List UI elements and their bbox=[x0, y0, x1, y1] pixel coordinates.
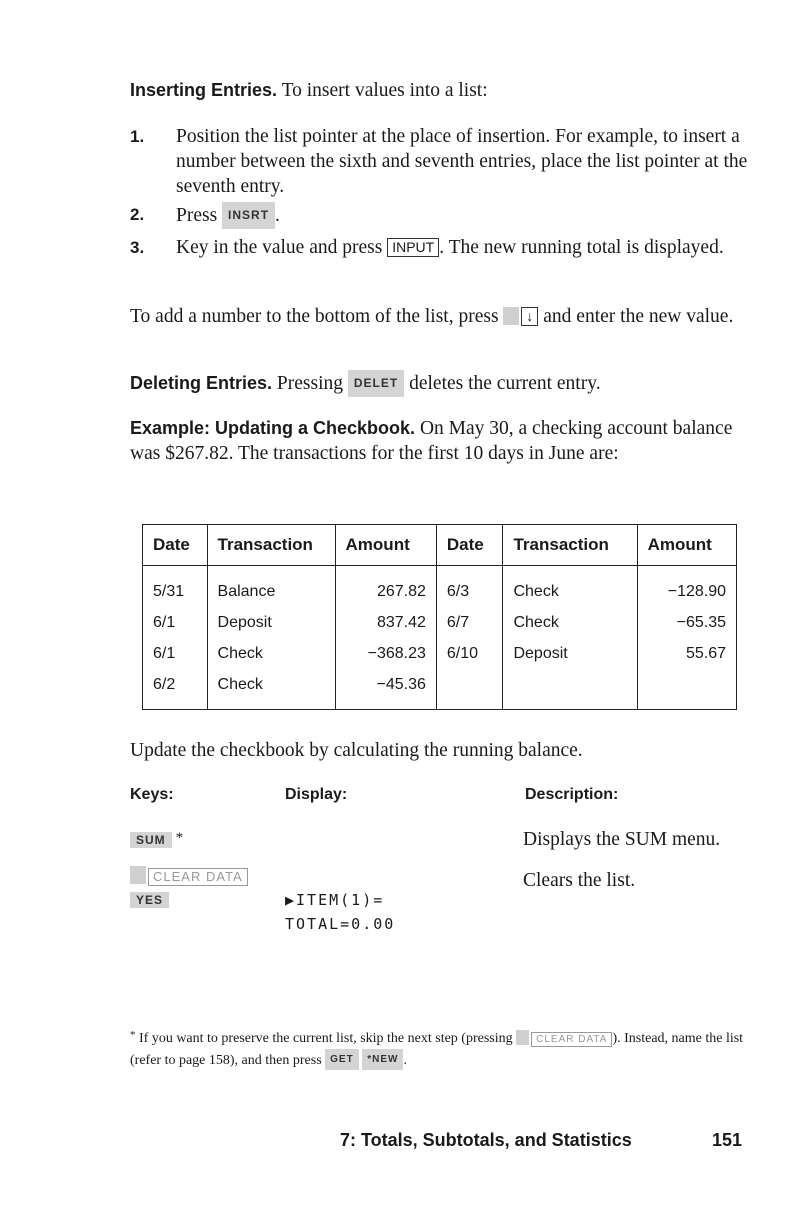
deleting-pre: Pressing bbox=[276, 373, 343, 394]
cell-date: 6/3 bbox=[436, 566, 503, 608]
cell-date bbox=[436, 670, 503, 710]
cell-date: 6/1 bbox=[143, 608, 208, 639]
cell-amount bbox=[637, 670, 736, 710]
deleting-paragraph bbox=[130, 370, 760, 397]
cell-amount: −65.35 bbox=[637, 608, 736, 639]
step-2-pre: Press bbox=[176, 205, 218, 226]
yes-softkey[interactable]: YES bbox=[130, 892, 169, 908]
cell-date: 6/10 bbox=[436, 639, 503, 670]
chapter-title: 7: Totals, Subtotals, and Statistics bbox=[340, 1130, 632, 1150]
cell-amount: −128.90 bbox=[637, 566, 736, 608]
step-3 bbox=[130, 235, 755, 260]
footnote bbox=[130, 1025, 760, 1071]
sum-footnote-star: * bbox=[175, 830, 184, 846]
step-1 bbox=[130, 124, 755, 199]
deleting-heading: Deleting Entries. bbox=[130, 373, 273, 393]
example-paragraph bbox=[130, 416, 755, 466]
cell-transaction: Deposit bbox=[503, 639, 637, 670]
step-3-pre: Key in the value and press bbox=[176, 237, 383, 258]
header-date-2: Date bbox=[436, 525, 503, 566]
cell-amount: 837.42 bbox=[335, 608, 436, 639]
display-line-2: TOTAL=0.00 bbox=[285, 915, 396, 933]
down-arrow-key[interactable]: ↓ bbox=[521, 307, 538, 326]
step-2-number: 2. bbox=[130, 205, 145, 224]
clear-data-key[interactable]: CLEAR DATA bbox=[148, 868, 248, 886]
inserting-intro: To insert values into a list: bbox=[281, 80, 488, 101]
step-1-number: 1. bbox=[130, 127, 145, 146]
add-bottom-pre: To add a number to the bottom of the list, press bbox=[130, 306, 499, 327]
inserting-heading: Inserting Entries. bbox=[130, 80, 278, 100]
table-row bbox=[143, 608, 737, 639]
example-text: On May 30, a checking account balance was $267.82. The transactions for the first 10 days in June are: bbox=[130, 418, 733, 464]
cell-amount: −45.36 bbox=[335, 670, 436, 710]
example-heading: Example: Updating a Checkbook. bbox=[130, 418, 416, 438]
footnote-pre: If you want to preserve the current list, skip the next step (pressing bbox=[139, 1031, 513, 1046]
step-3-number: 3. bbox=[130, 238, 145, 257]
cell-transaction: Check bbox=[207, 670, 335, 710]
clear-data-step-description: Clears the list. bbox=[523, 870, 636, 891]
footnote-clear-data-key[interactable]: CLEAR DATA bbox=[531, 1032, 612, 1047]
header-transaction-2: Transaction bbox=[503, 525, 637, 566]
deleting-post: deletes the current entry. bbox=[409, 373, 601, 394]
clear-data-step-keys bbox=[130, 866, 248, 886]
input-key[interactable]: INPUT bbox=[387, 238, 439, 257]
footnote-star: * bbox=[130, 1029, 136, 1041]
cell-amount: 55.67 bbox=[637, 639, 736, 670]
insrt-softkey[interactable]: INSRT bbox=[222, 202, 275, 229]
footnote-mid: ). Instead, name the list (refer to page 158), and then press bbox=[130, 1031, 744, 1068]
keys-column-heading: Keys: bbox=[130, 786, 174, 803]
page-number: 151 bbox=[712, 1130, 743, 1150]
cell-amount: 267.82 bbox=[335, 566, 436, 608]
step-1-text: Position the list pointer at the place of insertion. For example, to insert a number between the sixth and seventh entries, place the list pointer at the seventh entry. bbox=[176, 126, 748, 197]
cell-date: 6/7 bbox=[436, 608, 503, 639]
update-text: Update the checkbook by calculating the running balance. bbox=[130, 740, 583, 761]
step-3-post: . The new running total is displayed. bbox=[439, 237, 724, 258]
get-softkey[interactable]: GET bbox=[325, 1049, 359, 1070]
add-bottom-paragraph bbox=[130, 304, 755, 329]
cell-transaction bbox=[503, 670, 637, 710]
shift-key-icon bbox=[503, 307, 519, 325]
sum-softkey[interactable]: SUM bbox=[130, 832, 172, 848]
header-date: Date bbox=[143, 525, 208, 566]
table-row bbox=[143, 639, 737, 670]
header-transaction: Transaction bbox=[207, 525, 335, 566]
step-2 bbox=[130, 202, 755, 229]
cell-date: 5/31 bbox=[143, 566, 208, 608]
description-column-heading: Description: bbox=[525, 786, 619, 803]
cell-transaction: Deposit bbox=[207, 608, 335, 639]
sum-step-description: Displays the SUM menu. bbox=[523, 829, 721, 850]
cell-transaction: Balance bbox=[207, 566, 335, 608]
cell-amount: −368.23 bbox=[335, 639, 436, 670]
yes-step-keys bbox=[130, 892, 169, 911]
header-amount: Amount bbox=[335, 525, 436, 566]
new-softkey[interactable]: *NEW bbox=[362, 1049, 403, 1070]
display-column-heading: Display: bbox=[285, 786, 348, 803]
step-2-post: . bbox=[275, 205, 280, 226]
inserting-paragraph bbox=[130, 78, 760, 103]
delet-softkey[interactable]: DELET bbox=[348, 370, 404, 397]
transactions-table bbox=[142, 524, 737, 710]
add-bottom-post: and enter the new value. bbox=[543, 306, 734, 327]
cell-transaction: Check bbox=[503, 608, 637, 639]
footnote-post: . bbox=[403, 1053, 407, 1068]
shift-key-icon bbox=[516, 1030, 529, 1045]
table-header-row bbox=[143, 525, 737, 566]
sum-step-keys bbox=[130, 826, 183, 851]
table-row bbox=[143, 566, 737, 608]
display-line-1: ▶ITEM(1)= bbox=[285, 891, 385, 909]
table-row bbox=[143, 670, 737, 710]
cell-transaction: Check bbox=[207, 639, 335, 670]
cell-date: 6/1 bbox=[143, 639, 208, 670]
shift-key-icon bbox=[130, 866, 146, 884]
cell-transaction: Check bbox=[503, 566, 637, 608]
header-amount-2: Amount bbox=[637, 525, 736, 566]
cell-date: 6/2 bbox=[143, 670, 208, 710]
